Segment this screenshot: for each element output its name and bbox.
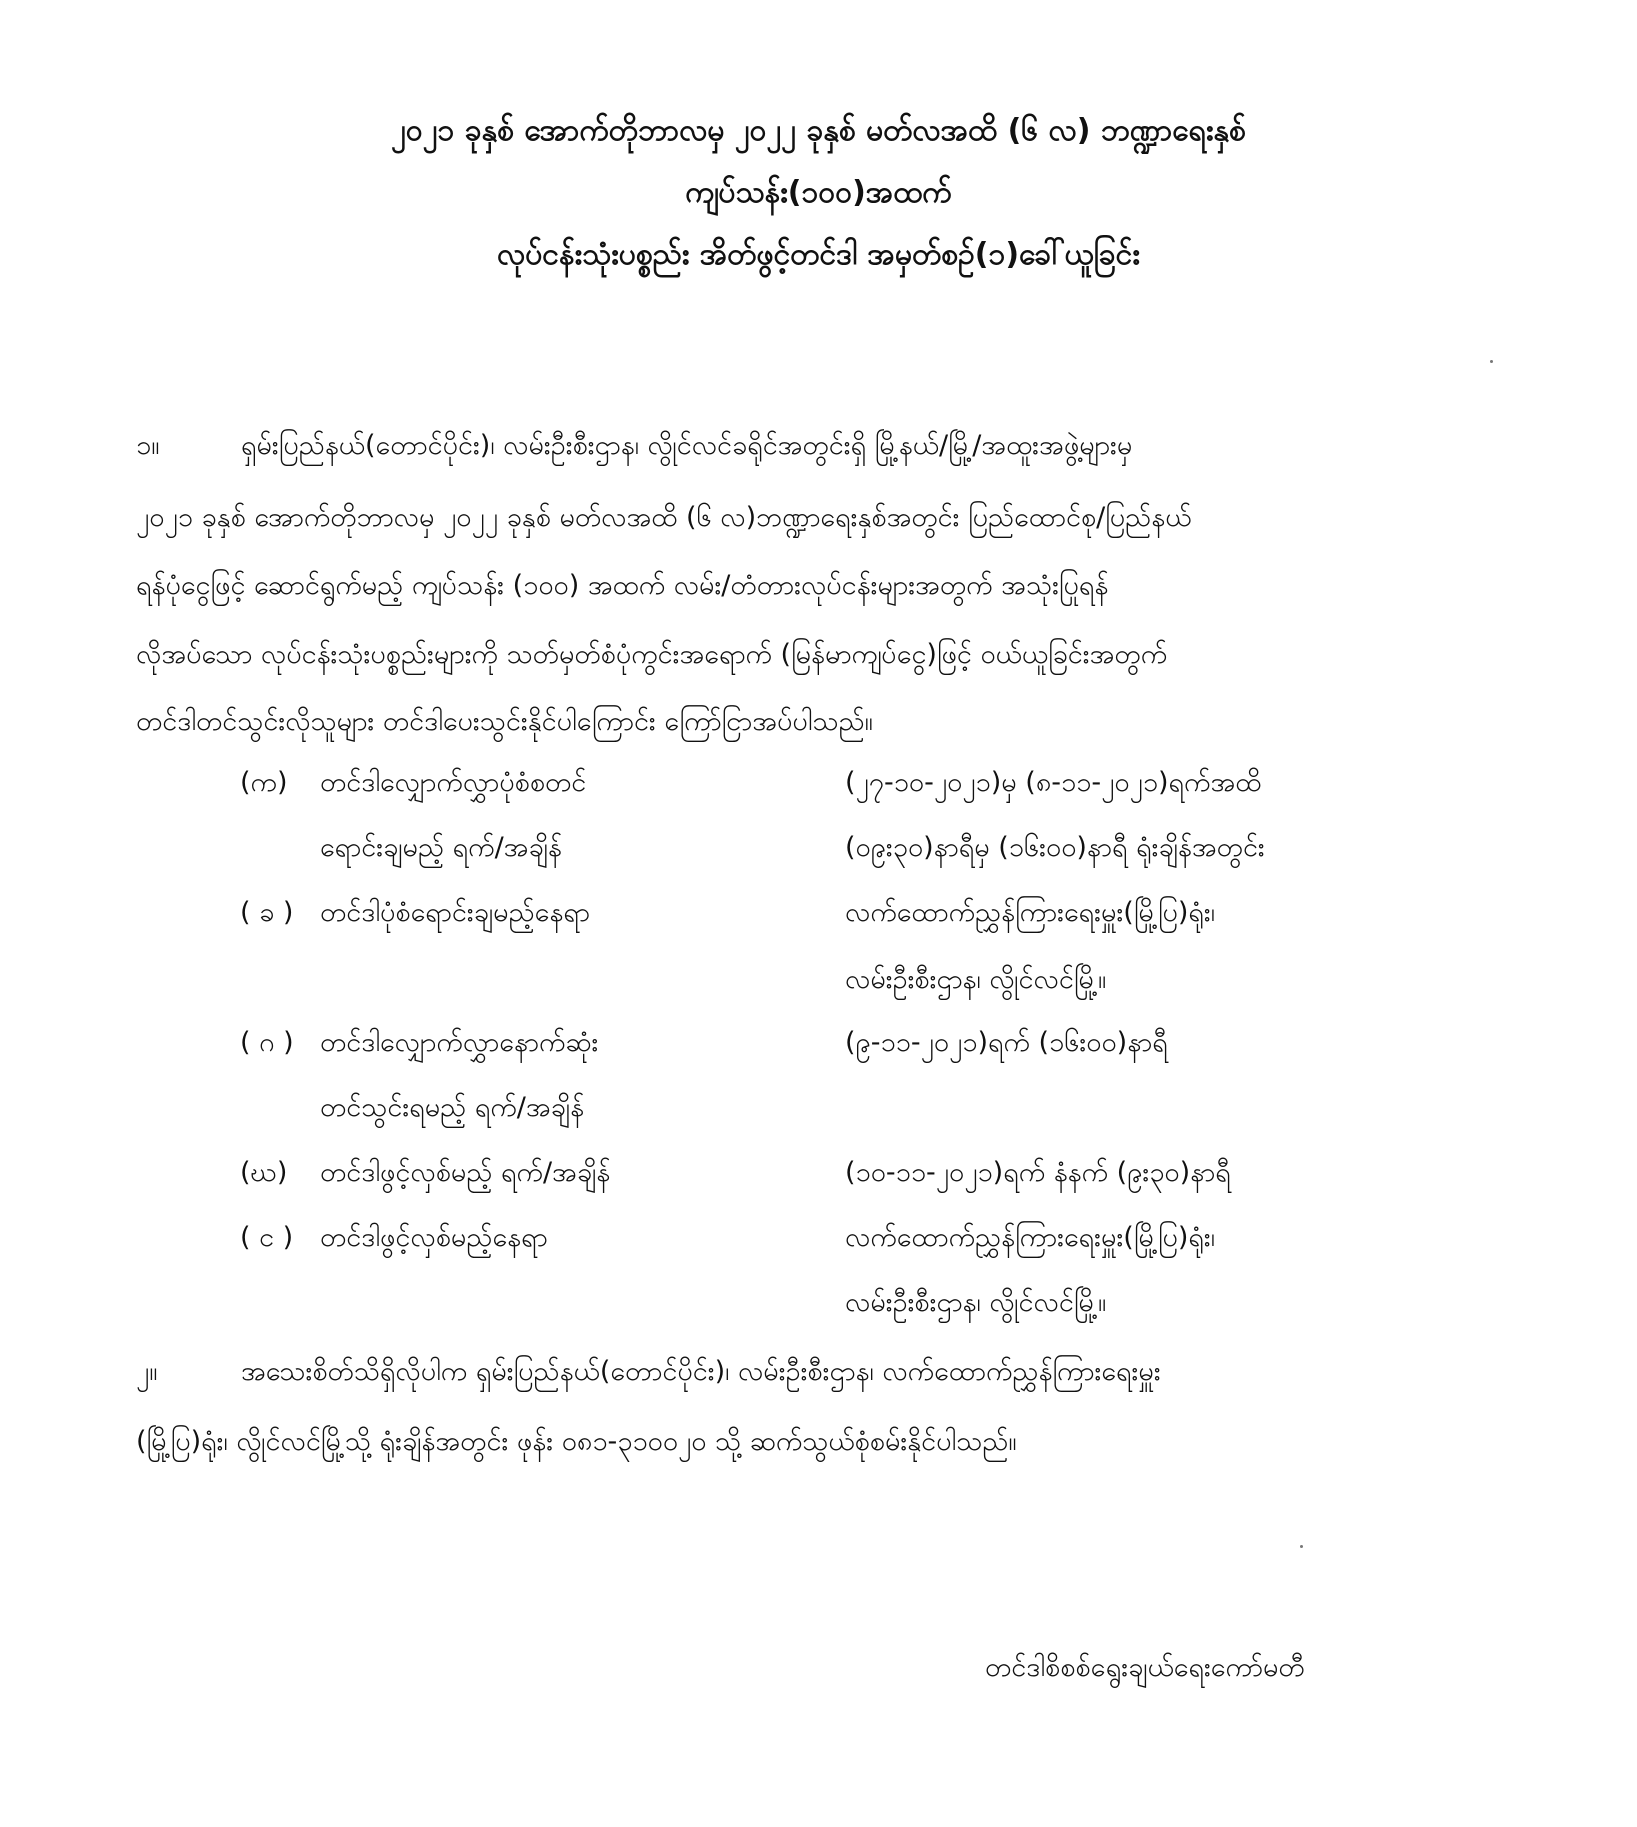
item-value: လက်ထောက်ညွှန်ကြားရေးမှူး(မြို့ပြ)ရုံး၊ — [845, 897, 1216, 928]
para2-line-1 — [136, 1342, 1526, 1402]
item-label: ရောင်းချမည့် ရက်/အချိန် — [320, 832, 562, 863]
item-value: (၀၉း၃၀)နာရီမှ (၁၆း၀၀)နာရီ ရုံးချိန်အတွင်း — [845, 832, 1265, 863]
item-marker: ( ဂ ) — [240, 1027, 294, 1058]
para2-text-1: အသေးစိတ်သိရှိလိုပါက ရှမ်းပြည်နယ်(တောင်ပိုင်း)၊ လမ်းဦးစီးဌာန၊ လက်ထောက်ညွှန်ကြားရေးမှူး — [241, 1356, 1161, 1387]
para1-text-1: ရှမ်းပြည်နယ်(တောင်ပိုင်း)၊ လမ်းဦးစီးဌာန၊ လွိုင်လင်ခရိုင်အတွင်းရှိ မြို့နယ်/မြို့/အထူးအဖွဲ့များမှ — [241, 430, 1133, 461]
list-item — [0, 1015, 1637, 1071]
item-marker: ( ခ ) — [240, 897, 294, 928]
scan-speck — [1300, 1545, 1303, 1548]
para1-number: ၁။ — [136, 430, 160, 461]
title-line-2: ကျပ်သန်း(၁၀၀)အထက် — [685, 175, 952, 210]
scan-speck — [1490, 360, 1493, 363]
item-label: တင်ဒါလျှောက်လွှာပုံစံစတင် — [320, 767, 587, 798]
item-marker: (က) — [240, 767, 288, 798]
item-value: (၁၀-၁၁-၂၀၂၁)ရက် နံနက် (၉း၃၀)နာရီ — [845, 1157, 1231, 1188]
para2-line-2: (မြို့ပြ)ရုံး၊ လွိုင်လင်မြို့သို့ ရုံးချိန်အတွင်း ဖုန်း ၀၈၁-၃၁၀၀၂၀ သို့ ဆက်သွယ်စုံစမ်းနိုင်ပါသည်။ — [136, 1426, 1017, 1457]
item-value: လမ်းဦးစီးဌာန၊ လွိုင်လင်မြို့။ — [845, 964, 1107, 995]
para1-line-4: လိုအပ်သော လုပ်ငန်းသုံးပစ္စည်းများကို သတ်မှတ်စံပုံကွင်းအရောက် (မြန်မာကျပ်ငွေ)ဖြင့် ဝယ်ယူခြင်းအတွက် — [136, 639, 1168, 670]
title-line-3: လုပ်ငန်းသုံးပစ္စည်း အိတ်ဖွင့်တင်ဒါ အမှတ်စဉ်(၁)ခေါ်ယူခြင်း — [497, 237, 1140, 272]
item-value: (၂၇-၁၀-၂၀၂၁)မှ (၈-၁၁-၂၀၂၁)ရက်အထိ — [845, 767, 1262, 798]
para2-number: ၂။ — [136, 1356, 158, 1387]
item-value: လက်ထောက်ညွှန်ကြားရေးမှူး(မြို့ပြ)ရုံး၊ — [845, 1222, 1216, 1253]
item-label: တင်ဒါဖွင့်လှစ်မည့်နေရာ — [320, 1222, 548, 1253]
item-marker: (ဃ) — [240, 1157, 288, 1188]
para1-line-2: ၂၀၂၁ ခုနှစ် အောက်တိုဘာလမှ ၂၀၂၂ ခုနှစ် မတ်လအထိ (၆ လ)ဘဏ္ဍာရေးနှစ်အတွင်း ပြည်ထောင်စု/ပြည်နယ် — [136, 502, 1192, 533]
list-item — [0, 820, 1637, 876]
list-item — [0, 1145, 1637, 1201]
list-item — [0, 952, 1637, 1008]
title-line-1: ၂၀၂၁ ခုနှစ် အောက်တိုဘာလမှ ၂၀၂၂ ခုနှစ် မတ်လအထိ (၆ လ) ဘဏ္ဍာရေးနှစ် — [391, 113, 1246, 148]
para1-line-1 — [136, 416, 1526, 476]
item-value: လမ်းဦးစီးဌာန၊ လွိုင်လင်မြို့။ — [845, 1287, 1107, 1318]
para1-line-3: ရန်ပုံငွေဖြင့် ဆောင်ရွက်မည့် ကျပ်သန်း (၁၀၀) အထက် လမ်း/တံတားလုပ်ငန်းများအတွက် အသုံးပြုရန် — [136, 570, 1109, 601]
item-marker: ( င ) — [240, 1222, 294, 1253]
list-item — [0, 1210, 1637, 1266]
list-item — [0, 755, 1637, 811]
list-item — [0, 885, 1637, 941]
item-value: (၉-၁၁-၂၀၂၁)ရက် (၁၆း၀၀)နာရီ — [845, 1027, 1168, 1058]
item-label: တင်ဒါဖွင့်လှစ်မည့် ရက်/အချိန် — [320, 1157, 611, 1188]
item-label: တင်ဒါပုံစံရောင်းချမည့်နေရာ — [320, 897, 590, 928]
item-label: တင်ဒါလျှောက်လွှာနောက်ဆုံး — [320, 1027, 599, 1058]
item-label: တင်သွင်းရမည့် ရက်/အချိန် — [320, 1092, 585, 1123]
signature-committee: တင်ဒါစိစစ်ရွေးချယ်ရေးကော်မတီ — [985, 1652, 1305, 1683]
list-item — [0, 1275, 1637, 1331]
list-item — [0, 1080, 1637, 1136]
para1-line-5: တင်ဒါတင်သွင်းလိုသူများ တင်ဒါပေးသွင်းနိုင်ပါကြောင်း ကြော်ငြာအပ်ပါသည်။ — [136, 706, 873, 737]
